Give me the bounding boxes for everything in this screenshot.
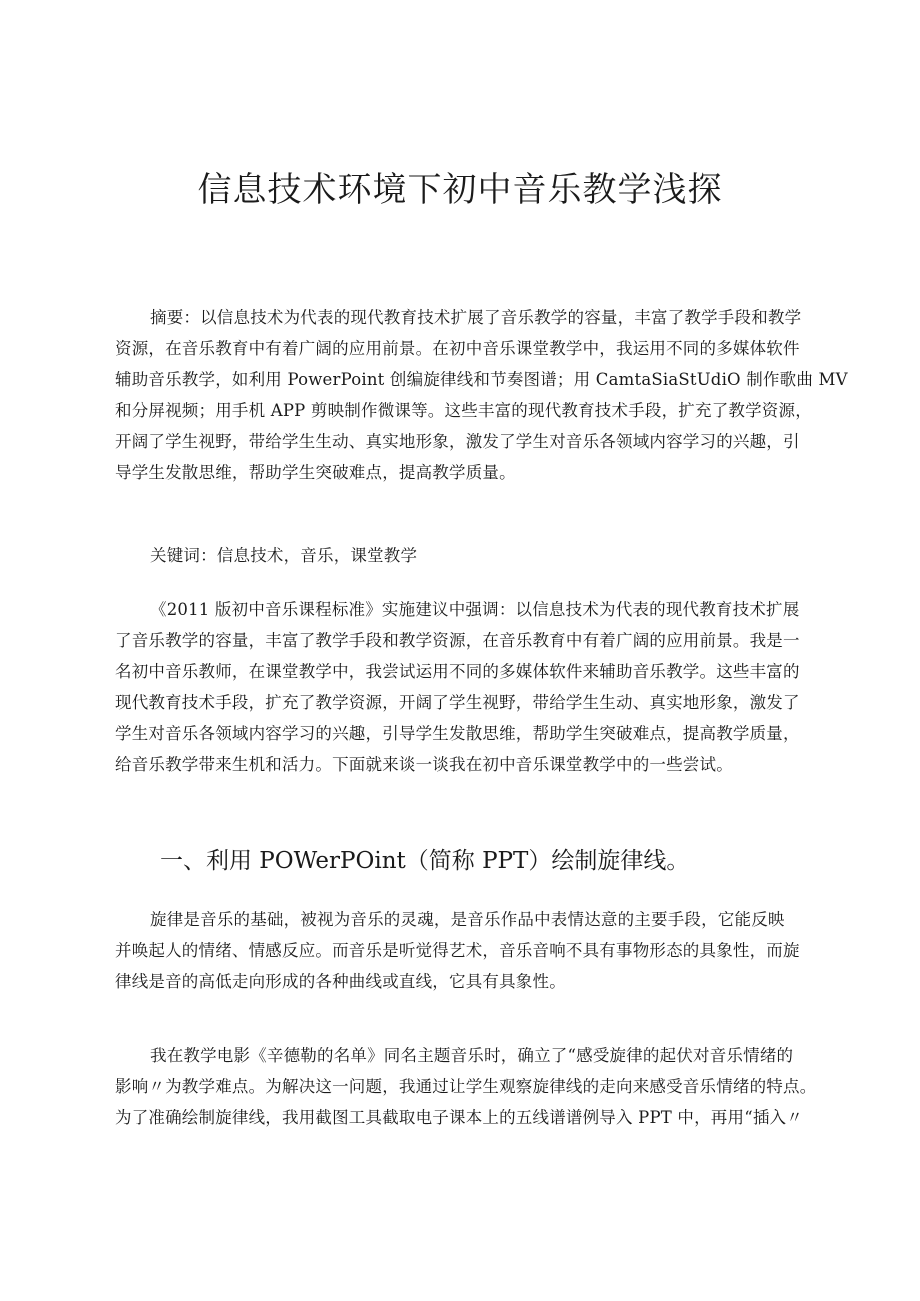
section1-paragraph-2 bbox=[115, 1040, 825, 1133]
abstract-line: 辅助音乐教学，如利用 PowerPoint 创编旋律线和节奏图谱；用 CamtaSiaStUdiO 制作歌曲 MV bbox=[115, 370, 848, 389]
section1-line: 旋律是音乐的基础，被视为音乐的灵魂，是音乐作品中表情达意的主要手段，它能反映 bbox=[150, 910, 785, 929]
keywords-line: 关键词：信息技术，音乐，课堂教学 bbox=[150, 546, 418, 565]
section-heading: 一、利用 POWerPOint（简称 PPT）绘制旋律线。 bbox=[160, 848, 690, 874]
intro-paragraph bbox=[115, 594, 825, 780]
abstract-line: 开阔了学生视野，带给学生生动、真实地形象，激发了学生对音乐各领域内容学习的兴趣，引 bbox=[115, 432, 800, 451]
document-title: 信息技术环境下初中音乐教学浅探 bbox=[197, 170, 723, 210]
intro-line: 了音乐教学的容量，丰富了教学手段和教学资源，在音乐教育中有着广阔的应用前景。我是一 bbox=[115, 631, 800, 650]
section1-line: 律线是音的高低走向形成的各种曲线或直线，它具有具象性。 bbox=[115, 972, 566, 991]
intro-line: 给音乐教学带来生机和活力。下面就来谈一谈我在初中音乐课堂教学中的一些尝试。 bbox=[115, 755, 733, 774]
keywords-paragraph bbox=[115, 540, 825, 571]
abstract-line: 摘要：以信息技术为代表的现代教育技术扩展了音乐教学的容量，丰富了教学手段和教学 bbox=[150, 308, 802, 327]
section1-line: 并唤起人的情绪、情感反应。而音乐是听觉得艺术，音乐音响不具有事物形态的具象性，而旋 bbox=[115, 941, 800, 960]
intro-line: 《2011 版初中音乐课程标准》实施建议中强调：以信息技术为代表的现代教育技术扩展 bbox=[150, 600, 800, 619]
section1-line: 我在教学电影《辛德勒的名单》同名主题音乐时，确立了“感受旋律的起伏对音乐情绪的 bbox=[150, 1046, 794, 1065]
abstract-line: 资源，在音乐教育中有着广阔的应用前景。在初中音乐课堂教学中，我运用不同的多媒体软件 bbox=[115, 339, 800, 358]
abstract-line: 导学生发散思维，帮助学生突破难点，提高教学质量。 bbox=[115, 463, 516, 482]
section1-line: 为了准确绘制旋律线，我用截图工具截取电子课本上的五线谱谱例导入 PPT 中，再用“插入〃 bbox=[115, 1108, 803, 1127]
intro-line: 现代教育技术手段，扩充了教学资源，开阔了学生视野，带给学生生动、真实地形象，激发了 bbox=[115, 693, 800, 712]
intro-line: 学生对音乐各领域内容学习的兴趣，引导学生发散思维，帮助学生突破难点，提高教学质量， bbox=[115, 724, 800, 743]
abstract-line: 和分屏视频；用手机 APP 剪映制作微课等。这些丰富的现代教育技术手段，扩充了教学资源， bbox=[115, 401, 812, 420]
abstract-paragraph bbox=[115, 302, 848, 488]
section1-paragraph-1 bbox=[115, 904, 825, 997]
section1-line: 影响〃为教学难点。为解决这一问题，我通过让学生观察旋律线的走向来感受音乐情绪的特点。 bbox=[115, 1077, 817, 1096]
intro-line: 名初中音乐教师，在课堂教学中，我尝试运用不同的多媒体软件来辅助音乐教学。这些丰富的 bbox=[115, 662, 800, 681]
